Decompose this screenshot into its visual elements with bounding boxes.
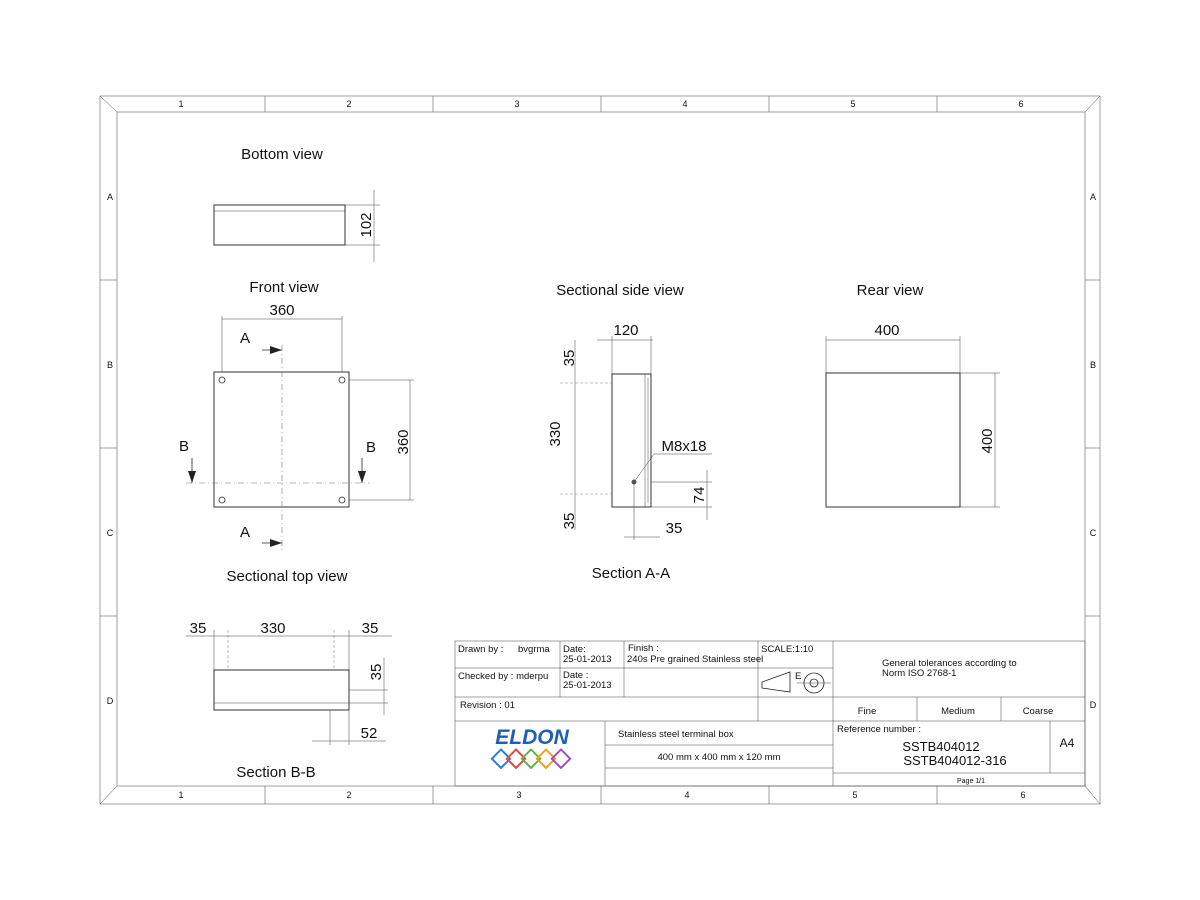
section-caption: Section A-A — [591, 565, 671, 582]
dimension-label: 74 — [691, 486, 708, 504]
col-label-bottom: 1 — [178, 790, 184, 800]
row-label-left: B — [106, 360, 114, 370]
dimension-label: 120 — [613, 322, 639, 339]
projection-label: E — [795, 671, 802, 682]
col-label-bottom: 2 — [346, 790, 352, 800]
dimension-label: 400 — [874, 322, 900, 339]
dimension-label: 330 — [260, 620, 286, 637]
sheet-size: A4 — [1059, 736, 1075, 750]
col-label-top: 6 — [1018, 99, 1024, 109]
tolerance-line: General tolerances according to — [882, 658, 1017, 669]
col-label-top: 4 — [682, 99, 688, 109]
scale-label: SCALE:1:10 — [761, 644, 814, 655]
dimension-label: 102 — [358, 212, 375, 238]
row-label-right: A — [1089, 192, 1097, 202]
col-label-top: 2 — [346, 99, 352, 109]
dimension-label: 400 — [979, 428, 996, 454]
view-title: Bottom view — [241, 146, 323, 163]
row-label-right: C — [1089, 528, 1097, 538]
section-caption: Section B-B — [236, 764, 316, 781]
brand-name: ELDON — [495, 726, 569, 749]
view-title: Front view — [249, 279, 319, 296]
tolerance-coarse: Coarse — [1022, 706, 1054, 717]
finish-label: Finish : — [628, 643, 659, 654]
finish-value: 240s Pre grained Stainless steel — [627, 654, 764, 665]
col-label-bottom: 4 — [684, 790, 690, 800]
reference-number: SSTB404012-316 — [903, 753, 1007, 768]
dimension-label: 35 — [189, 620, 207, 637]
front-view — [179, 279, 414, 550]
dimension-label: 330 — [547, 421, 564, 447]
tolerance-medium: Medium — [941, 706, 975, 717]
product-size: 400 mm x 400 mm x 120 mm — [657, 752, 781, 763]
view-title: Sectional side view — [556, 282, 684, 299]
view-title: Rear view — [856, 282, 924, 299]
title-block — [455, 641, 1085, 786]
reference-number: SSTB404012 — [902, 739, 980, 754]
rear-view — [826, 282, 1000, 507]
dimension-label: 35 — [561, 512, 578, 530]
tolerance-line: Norm ISO 2768-1 — [882, 668, 957, 679]
dimension-label: 360 — [395, 429, 412, 455]
section-label: A — [239, 330, 251, 347]
section-label: B — [365, 439, 377, 456]
dimension-label: 35 — [368, 663, 385, 681]
dimension-label: 35 — [561, 349, 578, 367]
product-name: Stainless steel terminal box — [618, 729, 734, 740]
bottom-view — [214, 146, 380, 262]
col-label-bottom: 3 — [516, 790, 522, 800]
date-label: Date: — [563, 644, 586, 655]
row-label-left: D — [106, 696, 114, 706]
col-label-bottom: 5 — [852, 790, 858, 800]
projection-symbol-icon — [762, 671, 831, 693]
col-label-bottom: 6 — [1020, 790, 1026, 800]
dimension-label: 52 — [360, 725, 378, 742]
view-title: Sectional top view — [226, 568, 348, 585]
checked-by: Checked by : mderpu — [458, 671, 549, 682]
dimension-label: 35 — [361, 620, 379, 637]
drawn-by-value: bvgrma — [518, 644, 550, 655]
sectional-side-view — [547, 282, 712, 582]
date-value: 25-01-2013 — [563, 654, 612, 665]
row-label-right: B — [1089, 360, 1097, 370]
thread-label: M8x18 — [661, 438, 707, 455]
date-label: Date : — [563, 670, 589, 681]
eldon-logo — [492, 726, 570, 768]
section-label: B — [178, 438, 190, 455]
drawn-by-label: Drawn by : — [458, 644, 504, 655]
date-value: 25-01-2013 — [563, 680, 612, 691]
dimension-label: 35 — [665, 520, 683, 537]
col-label-top: 5 — [850, 99, 856, 109]
tolerance-fine: Fine — [857, 706, 877, 717]
reference-label: Reference number : — [837, 724, 921, 735]
sectional-top-view — [186, 568, 392, 781]
col-label-top: 3 — [514, 99, 520, 109]
page-number: Page 1/1 — [956, 778, 986, 785]
row-label-right: D — [1089, 700, 1097, 710]
section-label: A — [239, 524, 251, 541]
row-label-left: C — [106, 528, 114, 538]
revision: Revision : 01 — [460, 700, 515, 711]
row-label-left: A — [106, 192, 114, 202]
col-label-top: 1 — [178, 99, 184, 109]
dimension-label: 360 — [269, 302, 295, 319]
